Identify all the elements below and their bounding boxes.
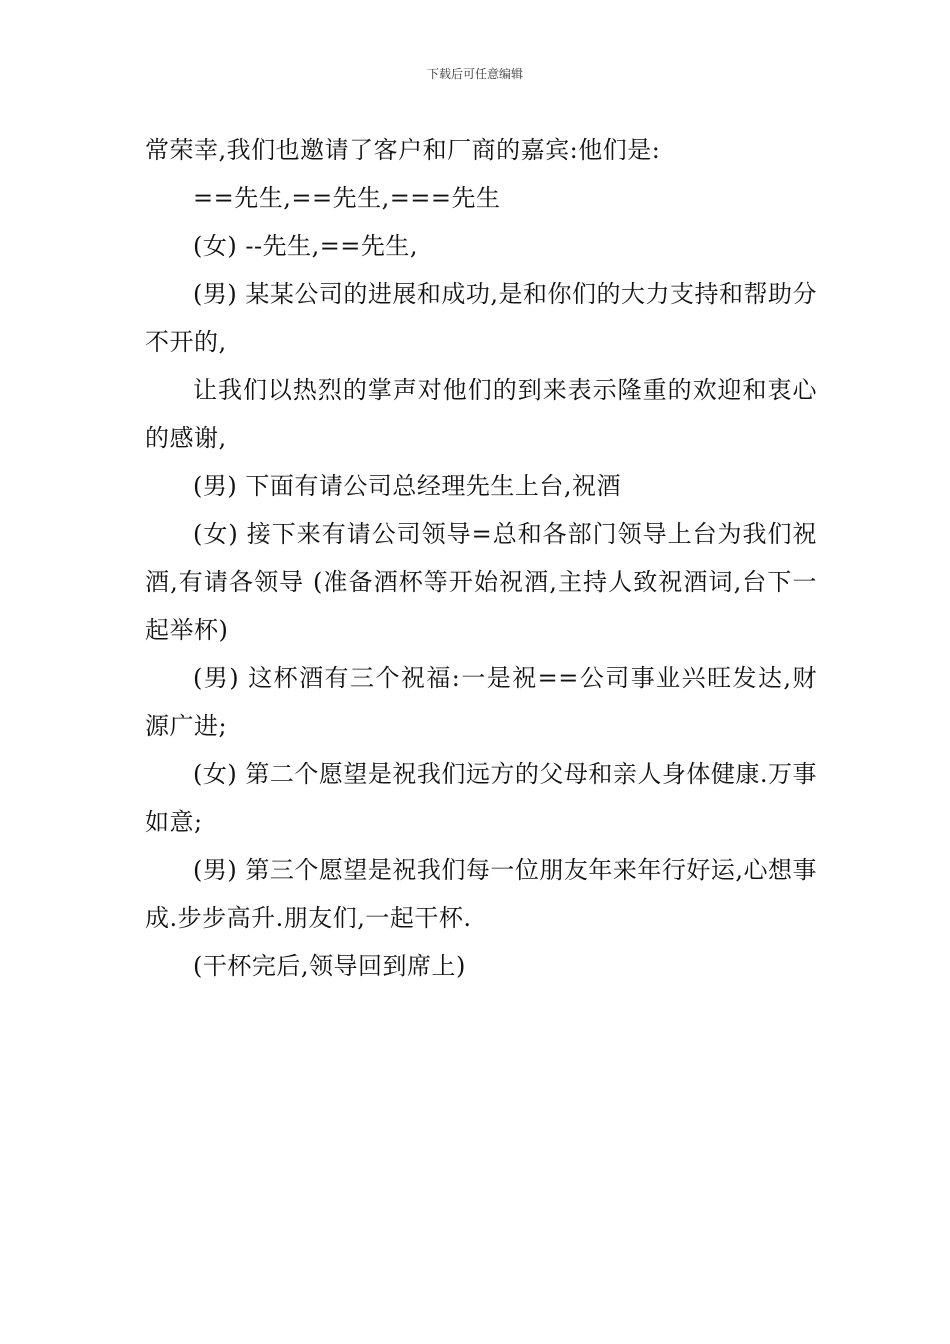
paragraph-applause: 让我们以热烈的掌声对他们的到来表示隆重的欢迎和衷心的感谢,	[145, 376, 817, 452]
paragraph-thanks-support: (男) 某某公司的进展和成功,是和你们的大力支持和帮助分不开的,	[145, 280, 817, 356]
paragraph-gm-toast: (男) 下面有请公司总经理先生上台,祝酒	[193, 472, 621, 500]
page-header: 下载后可任意编辑	[426, 67, 523, 81]
paragraph-leaders-toast: (女) 接下来有请公司领导=总和各部门领导上台为我们祝酒,有请各领导 (准备酒杯等开始祝酒,主持人致祝酒词,台下一起举杯)	[145, 520, 817, 644]
paragraph-guest-list-1: ==先生,==先生,===先生	[193, 184, 501, 212]
paragraph-second-wish: (女) 第二个愿望是祝我们远方的父母和亲人身体健康.万事如意;	[145, 760, 817, 836]
paragraph-guests-intro: 常荣幸,我们也邀请了客户和厂商的嘉宾:他们是:	[145, 136, 661, 164]
paragraph-third-wish: (男) 第三个愿望是祝我们每一位朋友年来年行好运,心想事成.步步高升.朋友们,一起干杯.	[145, 856, 817, 932]
paragraph-after-toast: (干杯完后,领导回到席上)	[193, 952, 466, 980]
document-body	[145, 126, 817, 990]
paragraph-guest-list-2: (女) --先生,==先生,	[193, 232, 419, 260]
paragraph-first-wish: (男) 这杯酒有三个祝福:一是祝==公司事业兴旺发达,财源广进;	[145, 664, 817, 740]
